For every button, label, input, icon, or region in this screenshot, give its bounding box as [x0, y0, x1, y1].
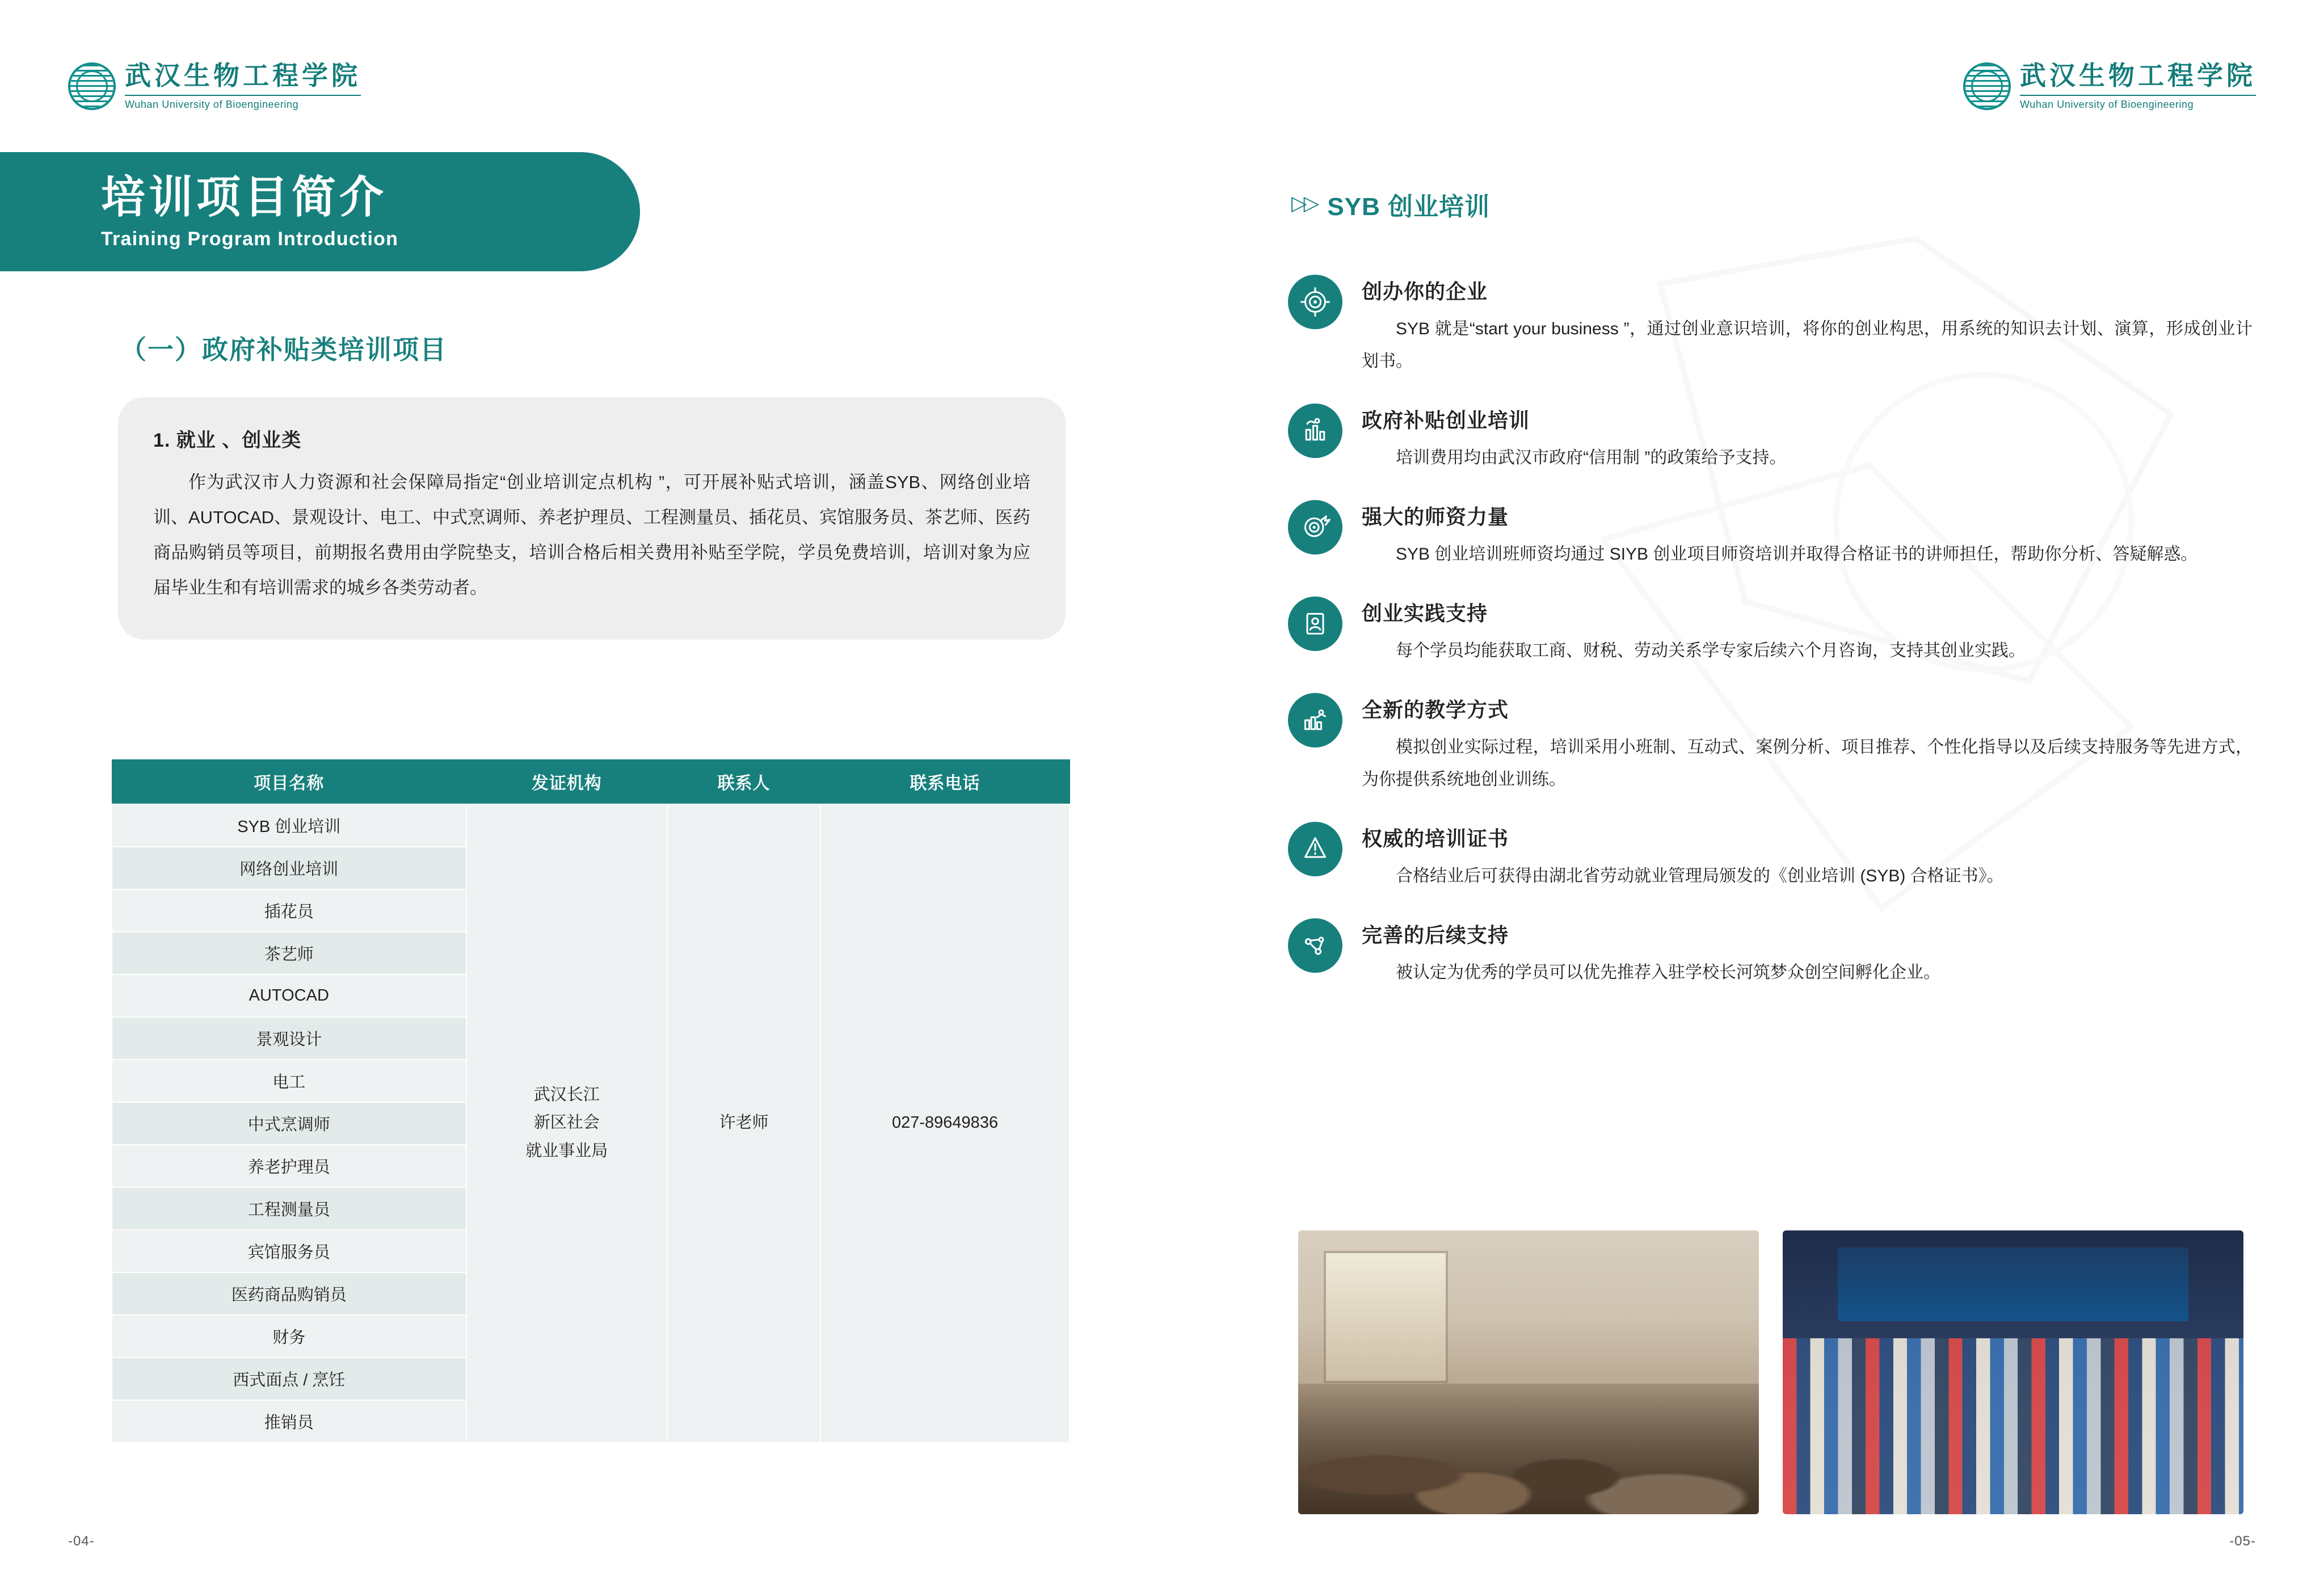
- program-table: [111, 759, 1070, 1443]
- cell-program-name: 茶艺师: [112, 932, 466, 974]
- col-header-program: 项目名称: [112, 760, 466, 804]
- page-title-en: Training Program Introduction: [101, 228, 399, 250]
- feature-title: 权威的培训证书: [1362, 827, 1509, 850]
- feature-body: [1362, 820, 2253, 892]
- target-icon: [1288, 275, 1342, 329]
- feature-item: [1288, 691, 2253, 796]
- cell-program-name: 景观设计: [112, 1017, 466, 1060]
- feature-text: SYB 创业培训班师资均通过 SIYB 创业项目师资培训并取得合格证书的讲师担任，帮助你分析、答疑解惑。: [1396, 545, 2198, 564]
- intro-body: 作为武汉市人力资源和社会保障局指定“创业培训定点机构 ”，可开展补贴式培训，涵盖SYB、网络创业培训、AUTOCAD、景观设计、电工、中式烹调师、养老护理员、工程测量员、插花员、宾馆服务员、茶艺师、医药商品购销员等项目，前期报名费用由学院垫支，培训合格后相关费用补贴至学院，学员免费培训，培训对象为应届毕业生和有培训需求的城乡各类劳动者。: [153, 472, 1030, 598]
- brand-name-cn: 武汉生物工程学院: [2020, 61, 2256, 91]
- feature-text: 培训费用均由武汉市政府“信用制 ”的政策给予支持。: [1396, 448, 1787, 467]
- feature-body: [1362, 401, 2253, 474]
- cell-program-name: 推销员: [112, 1400, 466, 1443]
- brand-name-en: Wuhan University of Bioengineering: [125, 95, 361, 110]
- feature-item: [1288, 498, 2253, 570]
- practice-support-icon: [1288, 596, 1342, 651]
- follow-up-support-icon: [1288, 918, 1342, 973]
- brand-name-cn: 武汉生物工程学院: [125, 61, 361, 91]
- feature-body: [1362, 272, 2253, 377]
- issuer-line: 就业事业局: [525, 1141, 608, 1160]
- program-table-body: [112, 804, 1070, 1443]
- cell-program-name: 养老护理员: [112, 1145, 466, 1187]
- page-number-left: -04-: [68, 1534, 95, 1549]
- feature-body: [1362, 594, 2253, 667]
- feature-body: [1362, 498, 2253, 570]
- feature-title: 创办你的企业: [1362, 280, 1488, 303]
- col-header-phone: 联系电话: [820, 760, 1070, 804]
- cell-contact-phone: 027-89649836: [820, 804, 1070, 1443]
- certificate-icon: [1288, 822, 1342, 876]
- cell-program-name: 插花员: [112, 889, 466, 932]
- brand-name-en: Wuhan University of Bioengineering: [2020, 95, 2256, 110]
- classroom-training-photo: [1298, 1230, 1759, 1514]
- intro-title: 1. 就业 、创业类: [153, 430, 302, 451]
- page-title-banner: [0, 152, 640, 271]
- photo-gallery: [1298, 1230, 2243, 1514]
- double-chevron-icon: ▷▷: [1291, 191, 1316, 215]
- feature-item: [1288, 401, 2253, 474]
- teacher-target-icon: [1288, 500, 1342, 554]
- feature-body: [1362, 691, 2253, 796]
- col-header-issuer: 发证机构: [466, 760, 667, 804]
- cell-program-name: SYB 创业培训: [112, 804, 466, 847]
- feature-text: 被认定为优秀的学员可以优先推荐入驻学校长河筑梦众创空间孵化企业。: [1396, 963, 1940, 982]
- brand-logo-left: [68, 62, 361, 110]
- cell-program-name: 工程测量员: [112, 1187, 466, 1230]
- feature-item: [1288, 594, 2253, 667]
- group-photo-caption: [1783, 1230, 2243, 1514]
- feature-title: 创业实践支持: [1362, 602, 1488, 625]
- university-seal-icon: [68, 62, 116, 110]
- cell-program-name: 中式烹调师: [112, 1102, 466, 1145]
- feature-item: [1288, 916, 2253, 989]
- page-title-cn: 培训项目简介: [101, 172, 388, 222]
- feature-list: [1288, 272, 2253, 1013]
- feature-title: 完善的后续支持: [1362, 923, 1509, 947]
- section-heading: （一）政府补贴类培训项目: [120, 335, 447, 364]
- feature-item: [1288, 272, 2253, 377]
- cell-program-name: 网络创业培训: [112, 847, 466, 889]
- cell-program-name: 财务: [112, 1315, 466, 1358]
- brand-logo-right: [1963, 62, 2256, 110]
- university-seal-icon: [1963, 62, 2011, 110]
- feature-item: [1288, 820, 2253, 892]
- feature-title: 强大的师资力量: [1362, 505, 1509, 528]
- page-number-right: -05-: [2229, 1534, 2256, 1549]
- teaching-method-icon: [1288, 693, 1342, 747]
- feature-title: 全新的教学方式: [1362, 698, 1509, 721]
- cell-issuer: [466, 804, 667, 1443]
- feature-body: [1362, 916, 2253, 989]
- brand-logo-text: [125, 62, 361, 110]
- subsidy-chart-icon: [1288, 404, 1342, 458]
- cell-program-name: 电工: [112, 1060, 466, 1102]
- table-header-row: [112, 760, 1070, 804]
- syb-section-heading: [1291, 186, 1490, 222]
- issuer-line: 新区社会: [533, 1114, 600, 1132]
- cell-program-name: 医药商品购销员: [112, 1272, 466, 1315]
- cell-program-name: 西式面点 / 烹饪: [112, 1358, 466, 1400]
- feature-title: 政府补贴创业培训: [1362, 409, 1530, 432]
- feature-text: 模拟创业实际过程，培训采用小班制、互动式、案例分析、项目推荐、个性化指导以及后续支持服务等先进方式，为你提供系统地创业训练。: [1362, 738, 2253, 789]
- intro-panel: [118, 397, 1066, 640]
- feature-text: 合格结业后可获得由湖北省劳动就业管理局颁发的《创业培训 (SYB) 合格证书》。: [1396, 867, 2004, 885]
- syb-heading-label: SYB 创业培训: [1327, 193, 1491, 221]
- feature-text: 每个学员均能获取工商、财税、劳动关系学专家后续六个月咨询，支持其创业实践。: [1396, 641, 2026, 660]
- brand-logo-text: [2020, 62, 2256, 110]
- group-graduation-photo: [1783, 1230, 2243, 1514]
- table-row: [112, 804, 1070, 847]
- col-header-contact: 联系人: [667, 760, 820, 804]
- program-table-wrapper: [111, 759, 1070, 1443]
- cell-contact-person: 许老师: [667, 804, 820, 1443]
- classroom-photo-caption: [1298, 1230, 1759, 1514]
- issuer-line: 武汉长江: [533, 1086, 600, 1104]
- feature-text: SYB 就是“start your business ”，通过创业意识培训，将你的创业构思，用系统的知识去计划、演算，形成创业计划书。: [1362, 320, 2253, 371]
- cell-program-name: AUTOCAD: [112, 974, 466, 1017]
- cell-program-name: 宾馆服务员: [112, 1230, 466, 1272]
